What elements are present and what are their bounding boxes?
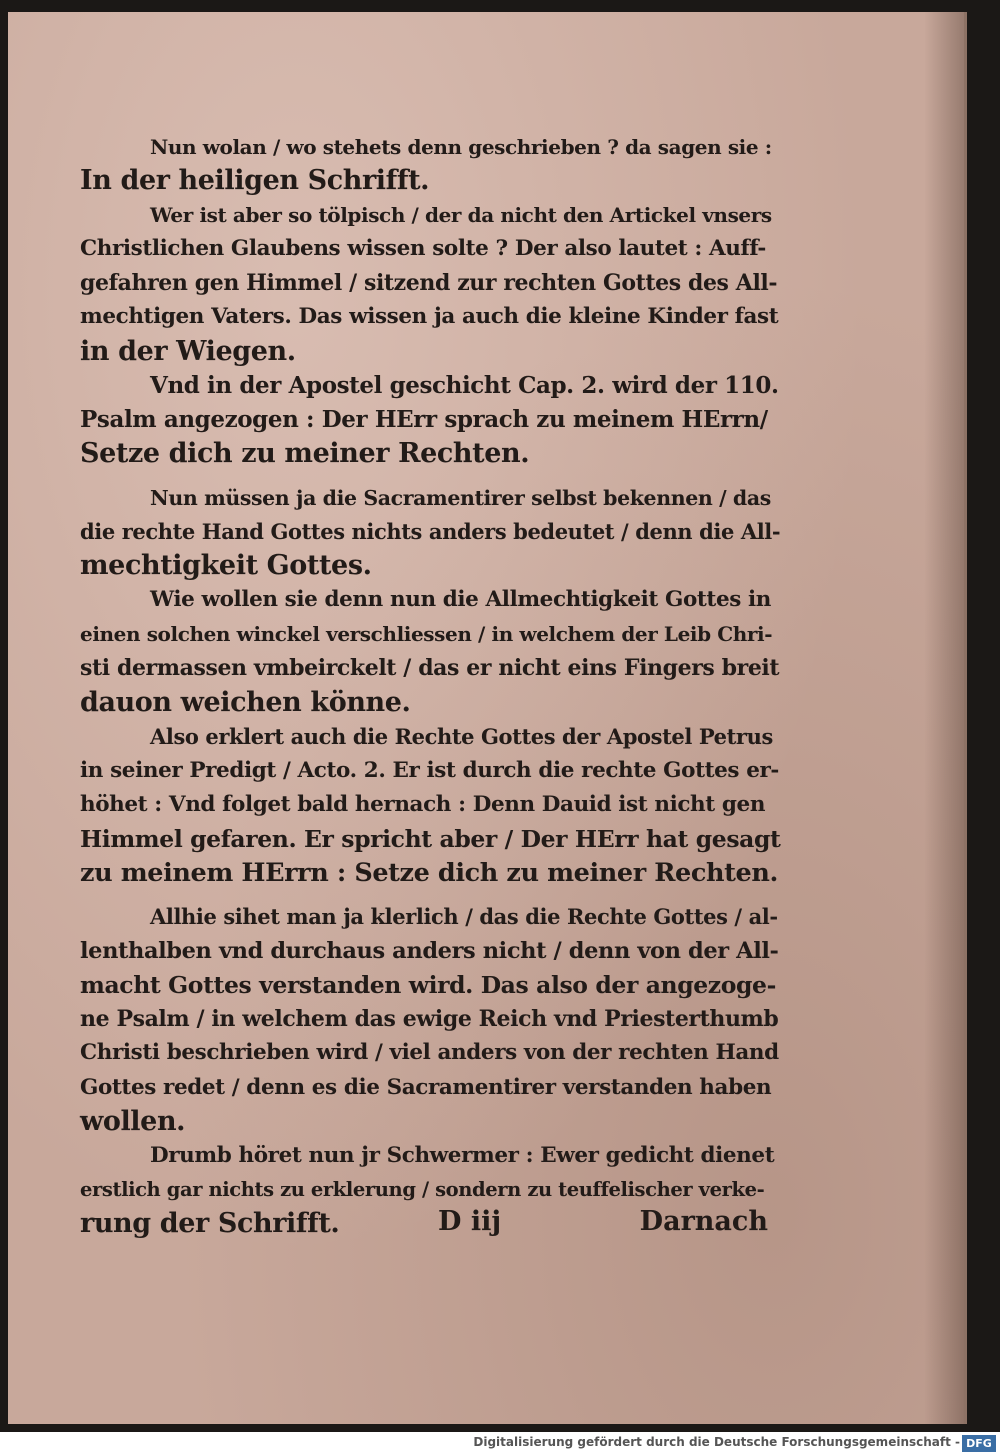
- text-line: lenthalben vnd durchaus anders nicht / denn von der All-: [80, 938, 779, 965]
- text-line: die rechte Hand Gottes nichts anders bedeutet / denn die All-: [80, 519, 781, 545]
- text-line: Christlichen Glaubens wissen solte ? Der also lautet : Auff-: [80, 236, 766, 262]
- text-line: höhet : Vnd folget bald hernach : Denn Dauid ist nicht gen: [80, 791, 766, 817]
- text-line: Setze dich zu meiner Rechten.: [80, 437, 530, 469]
- text-line: sti dermassen vmbeirckelt / das er nicht eins Fingers breit: [80, 655, 780, 682]
- text-line: zu meinem HErrn : Setze dich zu meiner Rechten.: [80, 857, 778, 888]
- signature-mark: D iij: [438, 1206, 502, 1237]
- text-line: Nun wolan / wo stehets denn geschrieben ? da sagen sie :: [150, 135, 772, 159]
- text-line: ne Psalm / in welchem das ewige Reich vnd Priesterthumb: [80, 1006, 779, 1033]
- text-line: Nun müssen ja die Sacramentirer selbst bekennen / das: [150, 485, 771, 510]
- text-line: rung der Schrifft.: [80, 1207, 340, 1239]
- funding-credit: Digitalisierung gefördert durch die Deutsche Forschungsgemeinschaft -: [473, 1435, 960, 1449]
- text-line: Drumb höret nun jr Schwermer : Ewer gedicht dienet: [150, 1142, 775, 1168]
- text-line: Also erklert auch die Rechte Gottes der Apostel Petrus: [150, 723, 773, 749]
- dfg-logo-icon: DFG: [962, 1435, 996, 1452]
- digitization-footer: [0, 1432, 1000, 1456]
- text-line: Vnd in der Apostel geschicht Cap. 2. wird der 110.: [150, 371, 779, 399]
- page-text-block: [80, 130, 780, 1241]
- text-line: Allhie sihet man ja klerlich / das die Rechte Gottes / al-: [150, 904, 778, 930]
- text-line: Gottes redet / denn es die Sacramentirer verstanden haben: [80, 1074, 772, 1100]
- text-line: Christi beschrieben wird / viel anders von der rechten Hand: [80, 1040, 779, 1066]
- text-line: dauon weichen könne.: [80, 686, 411, 718]
- text-line: Himmel gefaren. Er spricht aber / Der HErr hat gesagt: [80, 824, 781, 853]
- text-line: in der Wiegen.: [80, 335, 296, 367]
- text-line: Wie wollen sie denn nun die Allmechtigkeit Gottes in: [150, 587, 772, 613]
- book-page: [8, 12, 967, 1424]
- text-line: mechtigkeit Gottes.: [80, 550, 372, 582]
- catchword: Darnach: [639, 1206, 768, 1237]
- text-line: erstlich gar nichts zu erklerung / sondern zu teuffelischer verke-: [80, 1177, 765, 1201]
- text-line: In der heiligen Schrifft.: [80, 165, 430, 197]
- text-line: gefahren gen Himmel / sitzend zur rechten Gottes des All-: [80, 270, 778, 297]
- text-line: einen solchen winckel verschliessen / in welchem der Leib Chri-: [80, 622, 773, 647]
- page-footer-line: [438, 1206, 768, 1246]
- text-line: Wer ist aber so tölpisch / der da nicht den Artickel vnsers: [150, 203, 772, 228]
- page-edge-shadow: [924, 12, 964, 1424]
- text-line: Psalm angezogen : Der HErr sprach zu meinem HErrn/: [80, 405, 768, 433]
- text-line: macht Gottes verstanden wird. Das also der angezoge-: [80, 971, 776, 1000]
- text-line: mechtigen Vaters. Das wissen ja auch die kleine Kinder fast: [80, 304, 779, 330]
- text-line: wollen.: [80, 1105, 186, 1137]
- text-line: in seiner Predigt / Acto. 2. Er ist durch die rechte Gottes er-: [80, 757, 779, 783]
